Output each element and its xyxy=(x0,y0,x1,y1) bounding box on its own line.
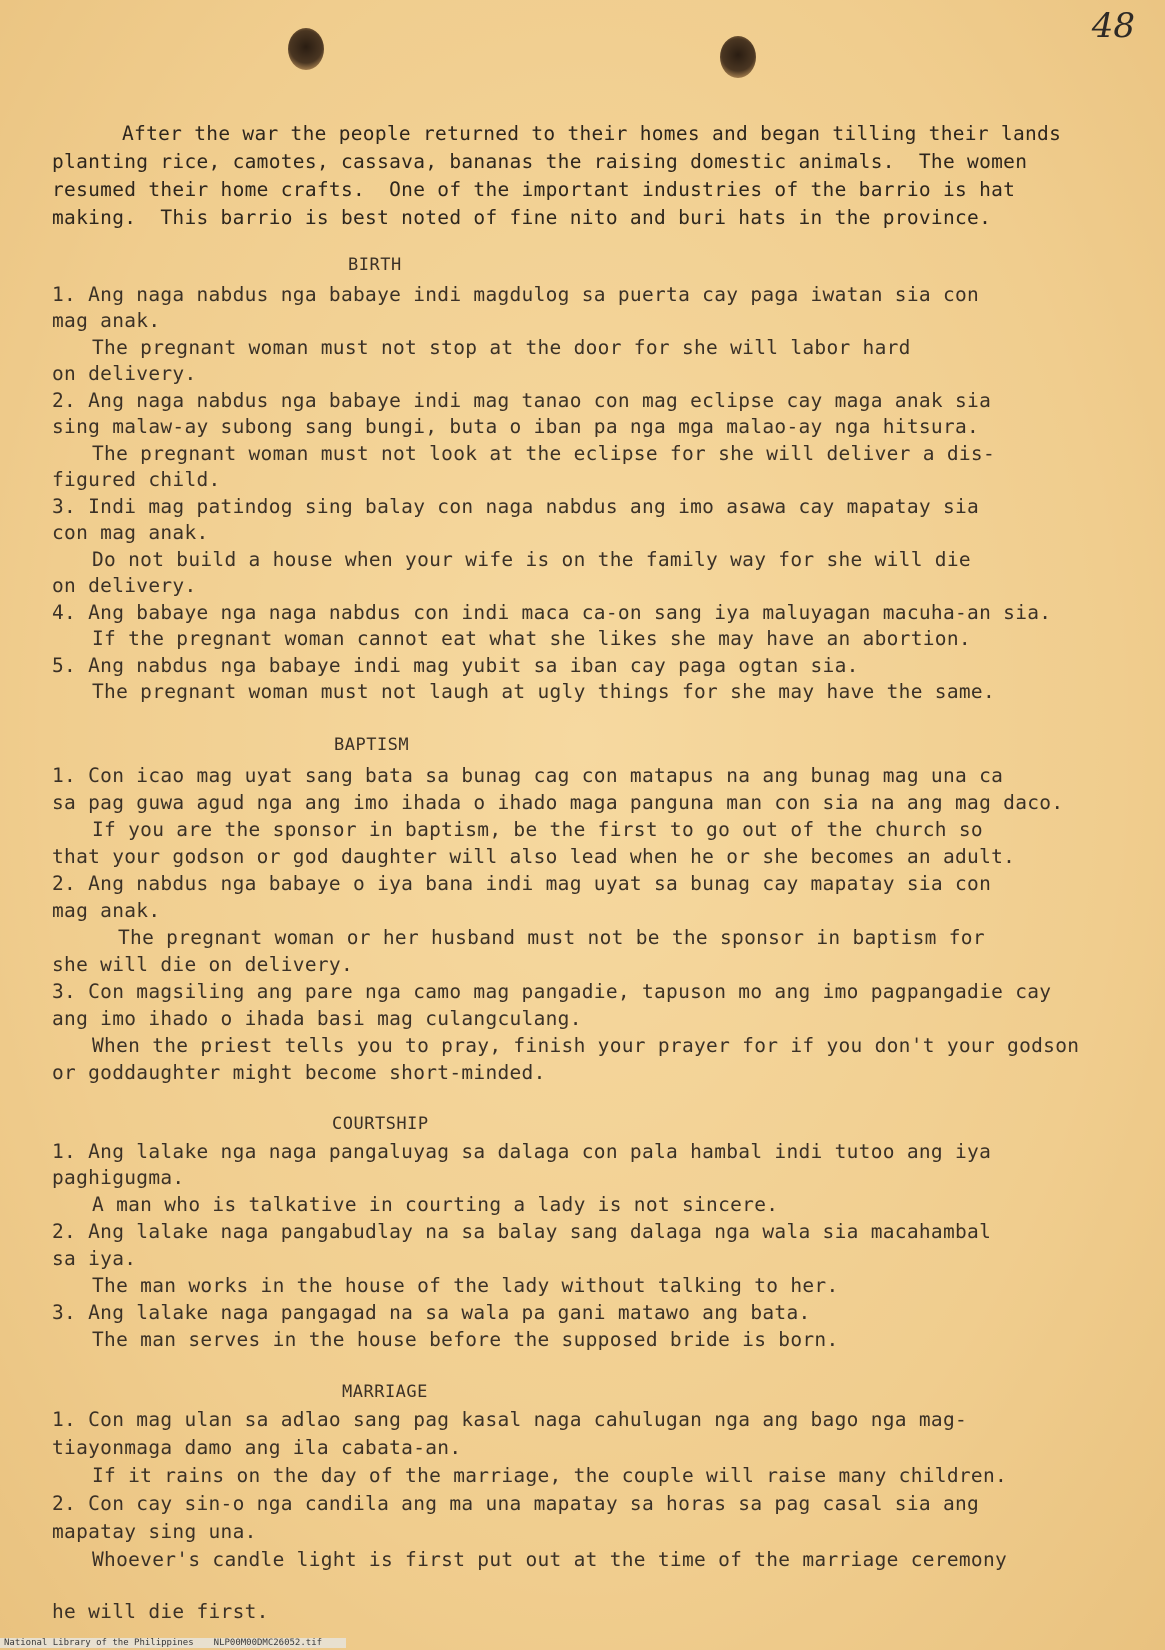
text-line: The man serves in the house before the supposed bride is born. xyxy=(92,1328,839,1351)
text-line: 3. Con magsiling ang pare nga camo mag pangadie, tapuson mo ang imo pagpangadie cay xyxy=(52,980,1052,1003)
text-line: If it rains on the day of the marriage, the couple will raise many children. xyxy=(92,1464,1008,1487)
text-line: 1. Con icao mag uyat sang bata sa bunag cag con matapus na ang bunag mag una ca xyxy=(52,764,1004,787)
text-line: 5. Ang nabdus nga babaye indi mag yubit sa iban cay paga ogtan sia. xyxy=(52,654,859,677)
text-line: 4. Ang babaye nga naga nabdus con indi maca ca-on sang iya maluyagan macuha-an sia. xyxy=(52,601,1052,624)
section-heading-birth: BIRTH xyxy=(348,255,402,275)
text-line: 3. Ang lalake naga pangagad na sa wala pa gani matawo ang bata. xyxy=(52,1301,811,1324)
text-line: The man works in the house of the lady without talking to her. xyxy=(92,1274,839,1297)
text-line: If the pregnant woman cannot eat what she likes she may have an abortion. xyxy=(92,627,971,650)
text-line: The pregnant woman or her husband must not be the sponsor in baptism for xyxy=(118,926,985,949)
text-line: con mag anak. xyxy=(52,521,209,544)
text-line: on delivery. xyxy=(52,362,197,385)
text-line: sa iya. xyxy=(52,1247,137,1270)
text-line: 1. Con mag ulan sa adlao sang pag kasal naga cahulugan nga ang bago nga mag- xyxy=(52,1408,968,1431)
text-line: The pregnant woman must not stop at the door for she will labor hard xyxy=(92,336,911,359)
text-line: 3. Indi mag patindog sing balay con naga nabdus ang imo asawa cay mapatay sia xyxy=(52,495,980,518)
intro-line: After the war the people returned to their homes and began tilling their lands xyxy=(122,122,1062,145)
text-line: that your godson or god daughter will also lead when he or she becomes an adult. xyxy=(52,845,1016,868)
text-line: mag anak. xyxy=(52,899,161,922)
text-line: A man who is talkative in courting a lady is not sincere. xyxy=(92,1193,779,1216)
text-line: sa pag guwa agud nga ang imo ihada o ihado maga panguna man con sia na ang mag daco. xyxy=(52,791,1064,814)
text-line: 1. Ang lalake nga naga pangaluyag sa dalaga con pala hambal indi tutoo ang iya xyxy=(52,1140,992,1163)
punch-hole xyxy=(288,28,324,70)
punch-hole xyxy=(720,36,756,78)
text-line: on delivery. xyxy=(52,574,197,597)
page-number: 48 xyxy=(1091,6,1135,46)
text-line: mag anak. xyxy=(52,309,161,332)
text-line: ang imo ihado o ihada basi mag culangculang. xyxy=(52,1007,582,1030)
text-line: she will die on delivery. xyxy=(52,953,353,976)
text-line: mapatay sing una. xyxy=(52,1520,257,1543)
text-line: If you are the sponsor in baptism, be the first to go out of the church so xyxy=(92,818,983,841)
footer-library: National Library of the Philippines xyxy=(4,1638,194,1648)
text-line: sing malaw-ay subong sang bungi, buta o iban pa nga mga malao-ay nga hitsura. xyxy=(52,415,980,438)
text-line: The pregnant woman must not laugh at ugly things for she may have the same. xyxy=(92,680,995,703)
text-line: tiayonmaga damo ang ila cabata-an. xyxy=(52,1436,462,1459)
text-line: Do not build a house when your wife is on the family way for she will die xyxy=(92,548,971,571)
footer-file: NLP00M00DMC26052.tif xyxy=(213,1638,323,1648)
section-heading-courtship: COURTSHIP xyxy=(332,1114,429,1134)
text-line: 2. Ang naga nabdus nga babaye indi mag tanao con mag eclipse cay maga anak sia xyxy=(52,389,992,412)
section-heading-marriage: MARRIAGE xyxy=(342,1382,428,1402)
intro-line: planting rice, camotes, cassava, bananas the raising domestic animals. The women xyxy=(52,150,1028,173)
text-line: figured child. xyxy=(52,468,221,491)
intro-line: making. This barrio is best noted of fine nito and buri hats in the province. xyxy=(52,206,992,229)
text-line: 2. Ang nabdus nga babaye o iya bana indi mag uyat sa bunag cay mapatay sia con xyxy=(52,872,992,895)
section-heading-baptism: BAPTISM xyxy=(334,735,410,755)
text-line: When the priest tells you to pray, finish your prayer for if you don't your godson xyxy=(92,1034,1080,1057)
scan-footer xyxy=(0,1638,346,1648)
intro-line: resumed their home crafts. One of the important industries of the barrio is hat xyxy=(52,178,1016,201)
text-line: he will die first. xyxy=(52,1600,269,1623)
text-line: 1. Ang naga nabdus nga babaye indi magdulog sa puerta cay paga iwatan sia con xyxy=(52,283,980,306)
text-line: paghigugma. xyxy=(52,1166,185,1189)
text-line: or goddaughter might become short-minded. xyxy=(52,1061,546,1084)
text-line: The pregnant woman must not look at the eclipse for she will deliver a dis- xyxy=(92,442,995,465)
text-line: 2. Con cay sin-o nga candila ang ma una mapatay sa horas sa pag casal sia ang xyxy=(52,1492,980,1515)
text-line: Whoever's candle light is first put out at the time of the marriage ceremony xyxy=(92,1548,1008,1571)
text-line: 2. Ang lalake naga pangabudlay na sa balay sang dalaga nga wala sia macahambal xyxy=(52,1220,992,1243)
